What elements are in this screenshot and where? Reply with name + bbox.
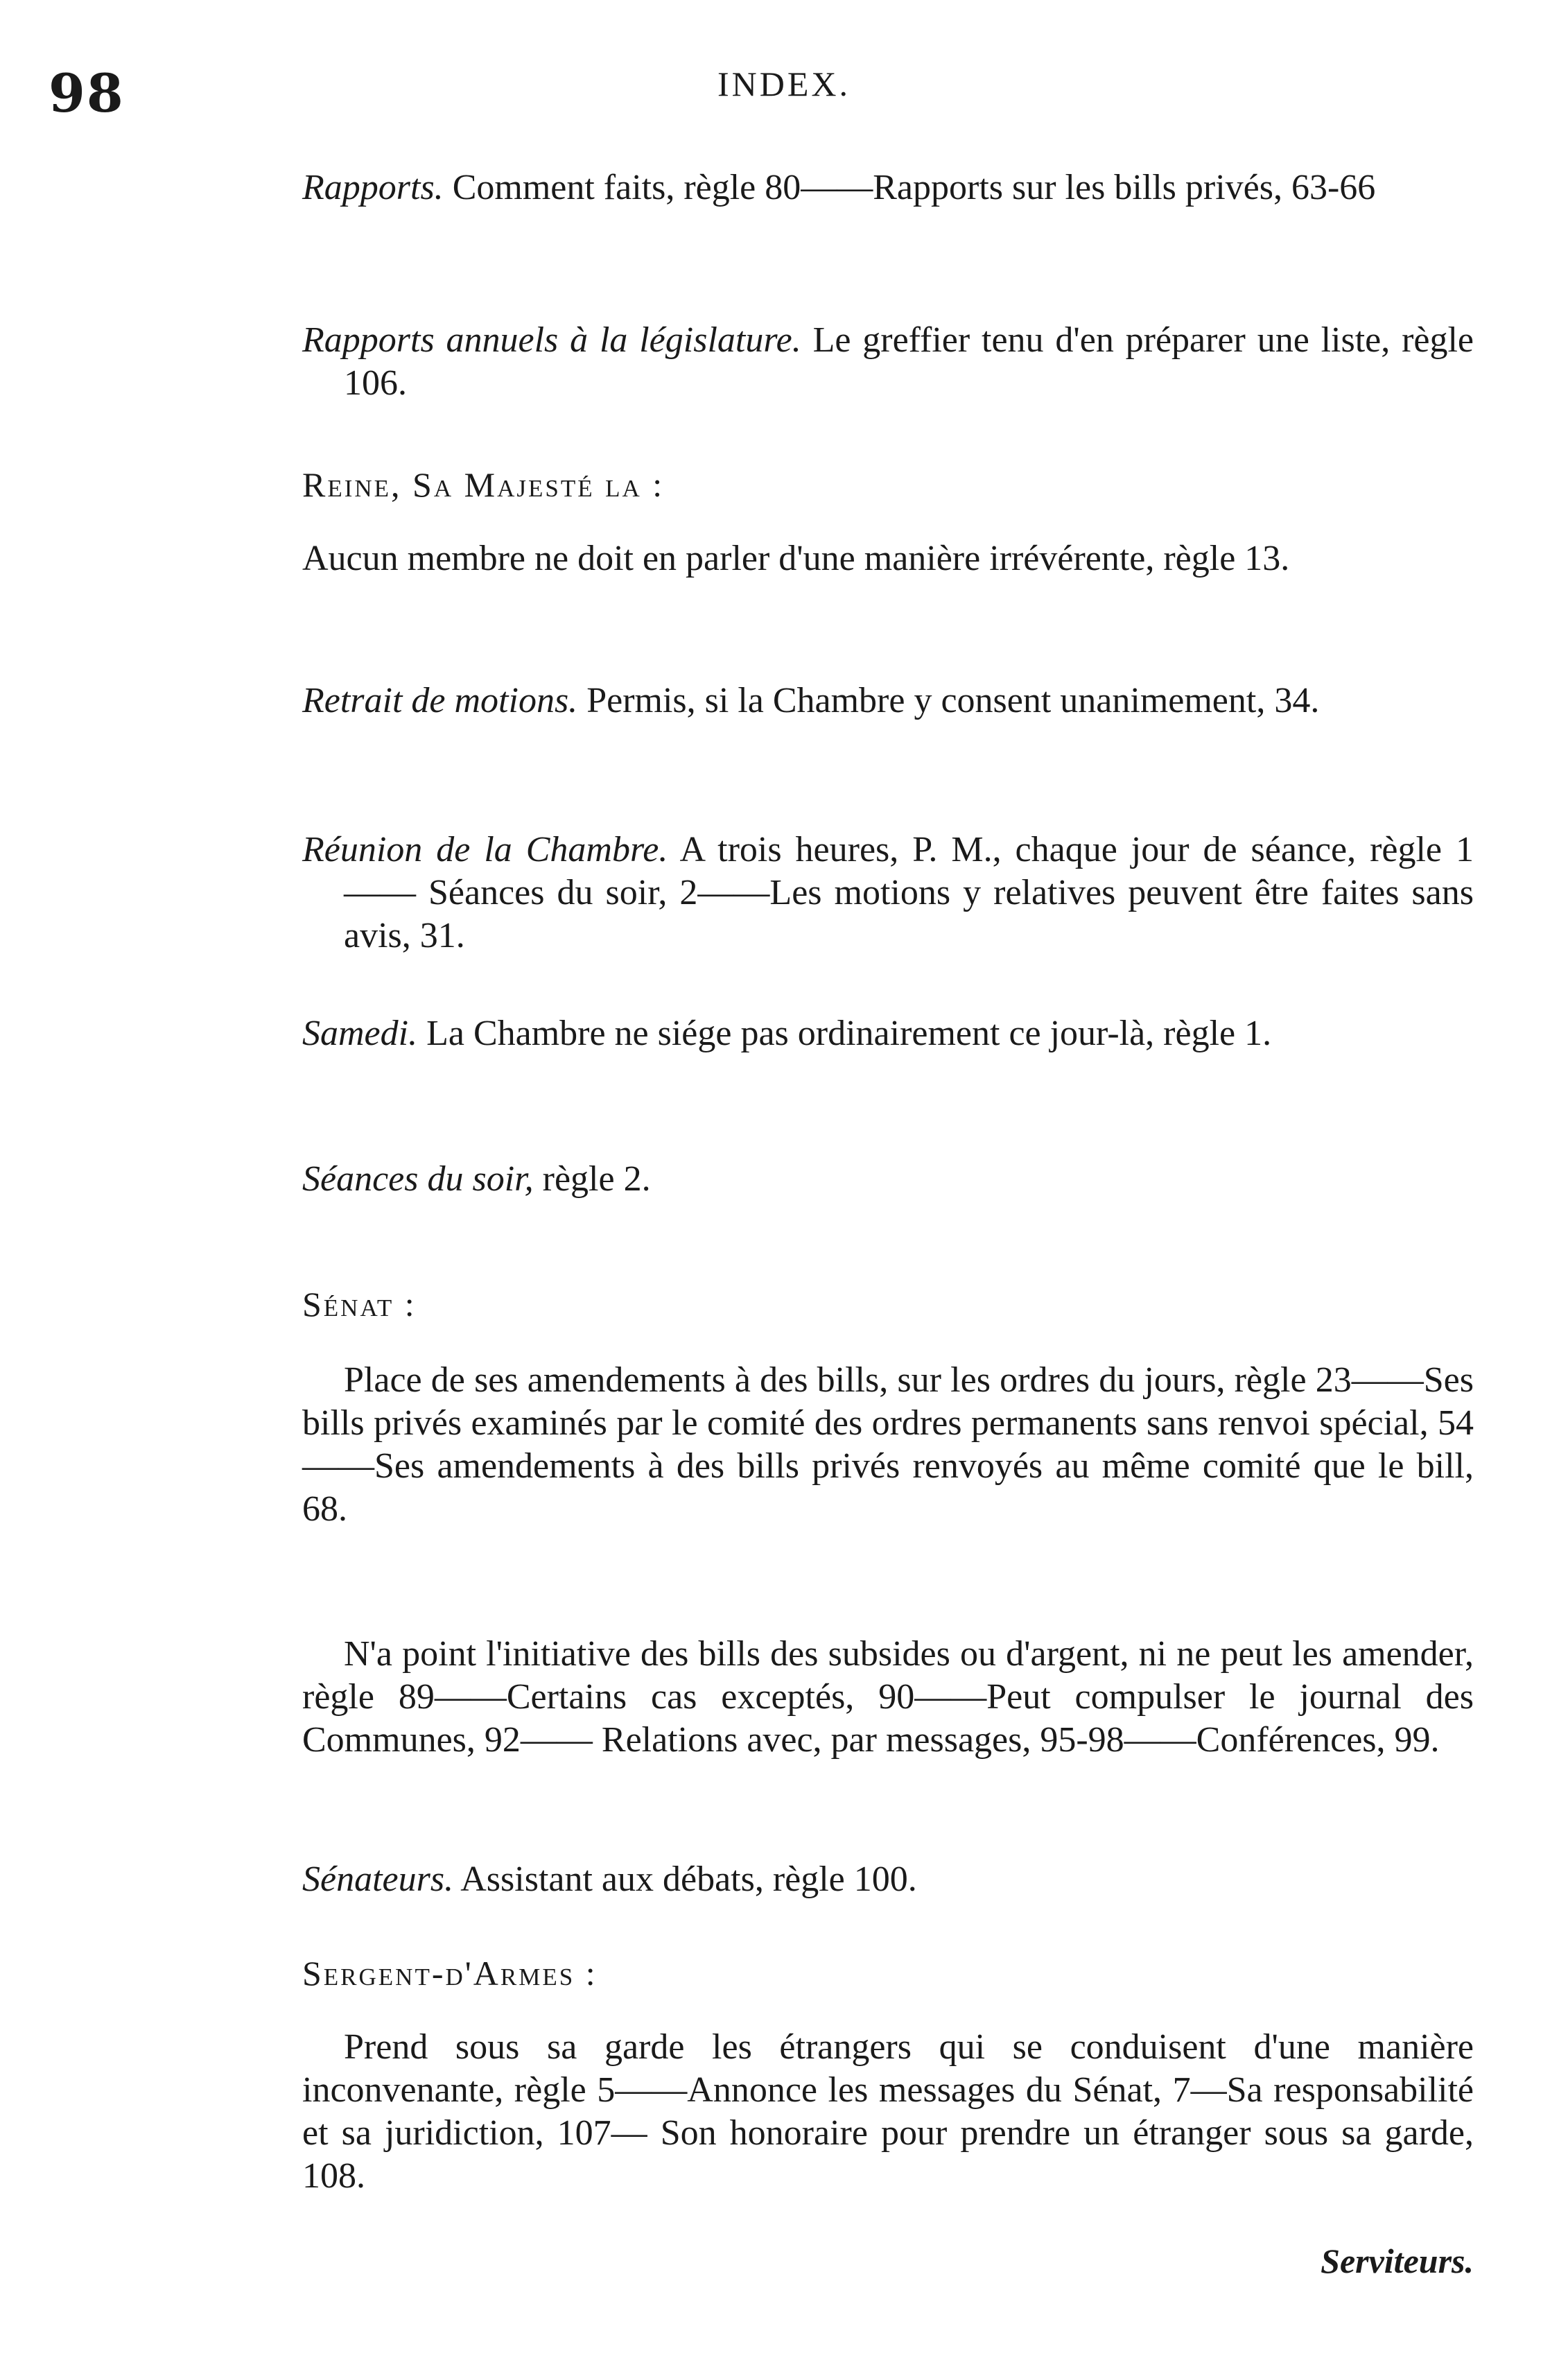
index-entry-reunion [302,829,1474,957]
index-entry-rapports-annuels [302,319,1474,405]
index-entry-samedi [302,1012,1474,1055]
entry-headword: Séances du soir, [302,1159,534,1199]
entry-headword: Rapports. [302,168,444,207]
entry-text: Permis, si la Chambre y consent unanimement, 34. [586,681,1320,720]
index-entry-retrait [302,679,1474,722]
index-entry-rapports [302,166,1474,209]
index-entry-reine-text: Aucun membre ne doit en parler d'une manière irrévérente, règle 13. [302,539,1290,578]
section-heading-reine: Reine, Sa Majesté la : [302,465,665,504]
index-entry-sergent-text: Prend sous sa garde les étrangers qui se conduisent d'une manière inconvenante, règle 5——Annonce les messages du Sénat, 7—Sa responsabilité et sa juridiction, 107— Son honoraire pour prendre un étranger sous sa garde, 108. [302,2027,1474,2196]
entry-text: La Chambre ne siége pas ordinairement ce jour-là, règle 1. [426,1014,1272,1053]
page-number: 98 [49,62,125,124]
catchword: Serviteurs. [1321,2242,1474,2280]
entry-headword: Réunion de la Chambre. [302,830,668,869]
index-entry-senat-para2: N'a point l'initiative des bills des subsides ou d'argent, ni ne peut les amender, règle 89——Certains cas exceptés, 90——Peut compulser le journal des Communes, 92—— Relations avec, par messages, 95-98——Conférences, 99. [302,1634,1474,1760]
section-heading-sergent: Sergent-d'Armes : [302,1954,598,1993]
entry-headword: Rapports annuels à la législature. [302,320,801,360]
section-heading-senat: Sénat : [302,1285,417,1324]
entry-text: Le greffier tenu d'en préparer une liste, règle 106. [344,320,1474,403]
entry-headword: Sénateurs. [302,1859,454,1899]
running-head: INDEX. [717,64,851,103]
index-entry-senat-para1: Place de ses amendements à des bills, sur les ordres du jours, règle 23——Ses bills privés examinés par le comité des ordres permanents sans renvoi spécial, 54——Ses amendements à des bills privés renvoyés au même comité que le bill, 68. [302,1360,1474,1529]
entry-text: Assistant aux débats, règle 100. [460,1859,917,1899]
entry-text: Comment faits, règle 80——Rapports sur les bills privés, 63-66 [452,168,1376,207]
entry-text: règle 2. [542,1159,651,1199]
index-entry-senateurs [302,1858,1474,1901]
entry-text: A trois heures, P. M., chaque jour de séance, règle 1—— Séances du soir, 2——Les motions y relatives peuvent être faites sans avis, 31. [344,830,1474,955]
entry-headword: Retrait de motions. [302,681,578,720]
index-entry-seances-du-soir [302,1158,1474,1201]
entry-headword: Samedi. [302,1014,418,1053]
